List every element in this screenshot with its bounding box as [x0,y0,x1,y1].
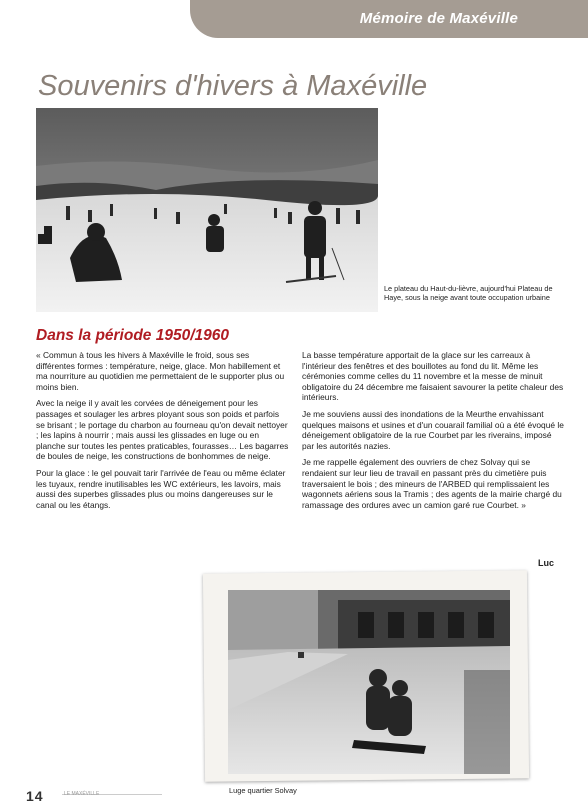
photo-sledging-image [228,590,510,774]
photo-snowy-plateau [36,108,378,312]
section-heading: Dans la période 1950/1960 [36,327,230,344]
paragraph: La basse température apportait de la glace sur les carreaux à l'intérieur des fenêtres et des bouillotes au fond du lit. Même les cérémonies comme celles du 11 novembre et la messe de minuit obligatoire du 24 décembre me faisaient savourer la petite chaleur des intérieurs. [302,350,564,403]
paragraph: Pour la glace : le gel pouvait tarir l'arrivée de l'eau ou même éclater les tuyaux, rendre inutilisables les WC extérieurs, les lavoirs, mais aussi des superbes glissades plus ou moins dangereuses sur le canal ou les étangs. [36,467,286,510]
photo-snowy-plateau-image [36,108,378,312]
photo-caption-sledging: Luge quartier Solvay [229,786,297,795]
paragraph: Je me rappelle également des ouvriers de chez Solvay qui se rendaient sur leur lieu de travail en passant près du cimetière puis traversaient le bois ; des mineurs de l'ARBED qui remplissaient les wagonnets aériens sous la Tramis ; des agents de la mairie chargé du ramassage des ordures avec un camion garé rue Courbet. » [302,457,562,510]
author-signature: Luc [537,558,554,568]
page-title: Souvenirs d'hivers à Maxéville [38,70,428,102]
photo-caption-plateau: Le plateau du Haut-du-lièvre, aujourd'hui Plateau de Haye, sous la neige avant toute occupation urbaine [384,284,553,303]
paragraph: « Commun à tous les hivers à Maxéville le froid, sous ses différentes formes : température, neige, glace. Mon habillement et ma nourriture au quotidien me permettaient de le supporter plus ou moins bien. [36,350,285,392]
right-column [302,350,564,516]
left-column [36,350,290,516]
header-band [190,0,588,38]
footer-publication: LE MAXÉVILLE [64,791,100,797]
photo-sledging-solvay [228,590,510,774]
page-number: 14 [26,788,44,804]
paragraph: Avec la neige il y avait les corvées de déneigement pour les passages et soulager les arbres ployant sous son poids et parfois se brisant ; le portage du charbon au fourneau qu'on devait nettoyer ; les lapins à nourrir ; mais aussi les glissades en luge ou en planche sur toutes les pentes praticables, fourasses… Les bagarres de boules de neige, les constructions de bonhommes de neige. [36,398,289,462]
paragraph: Je me souviens aussi des inondations de la Meurthe envahissant quelques maisons et usines et d'un couarail familial où a été évoqué le déneigement obligatoire de la rue Courbet par les riverains, imposé par les autorités nazies. [302,408,564,451]
header-title: Mémoire de Maxéville [359,10,518,27]
